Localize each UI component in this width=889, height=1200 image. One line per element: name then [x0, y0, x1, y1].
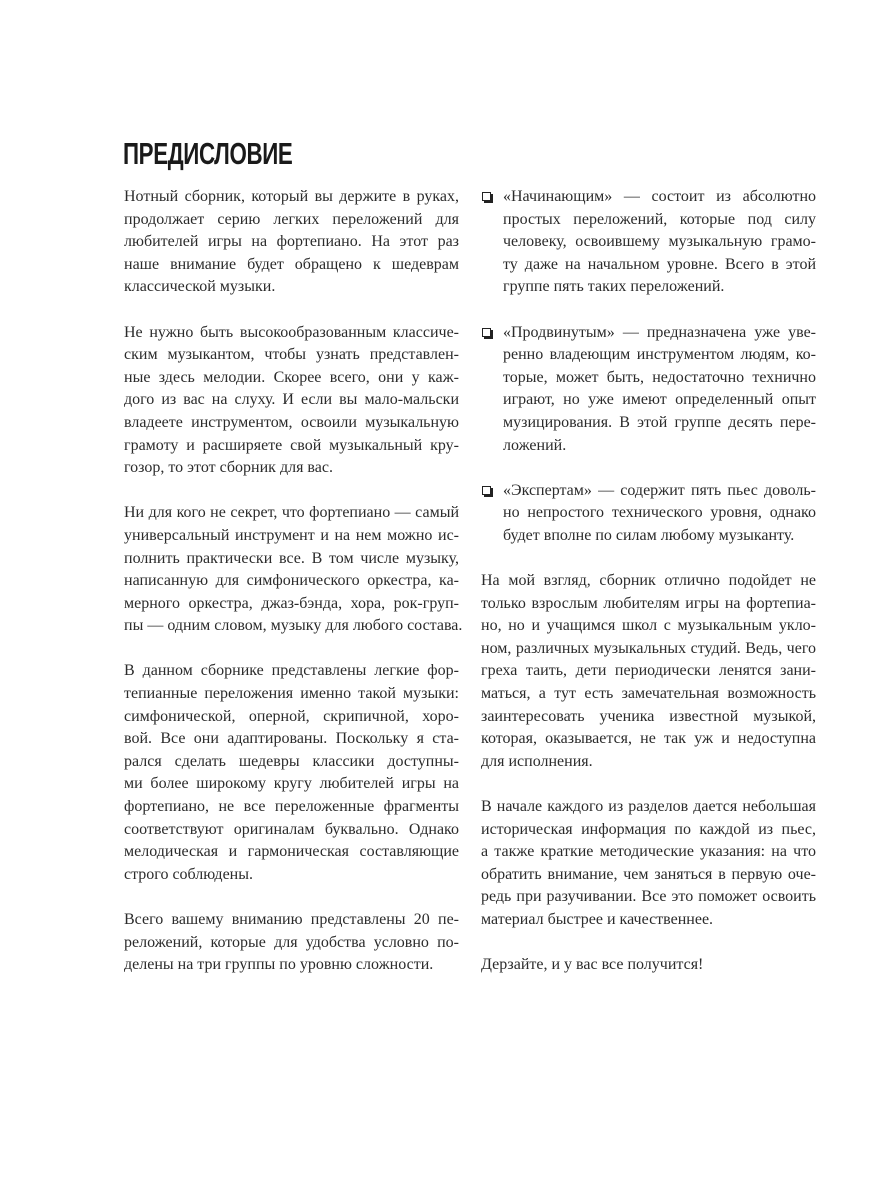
text-line: Нотный сборник, который вы держите в руках,	[124, 188, 459, 205]
text-line: заинтересовать ученика известной музыкой,	[481, 707, 816, 725]
text-line: делены на три группы по уровню сложности.	[124, 956, 434, 974]
text-line: Всего вашему вниманию представлены 20 пе-	[124, 911, 459, 928]
text-line: полнить практически все. В том числе музыку,	[124, 549, 459, 567]
text-line: музицирования. В этой группе десять пере-	[503, 413, 816, 431]
text-line: мерного оркестра, джаз-бэнда, хора, рок-груп-	[124, 594, 459, 612]
text-line: а также краткие методические указания: на что	[481, 843, 816, 861]
text-line: только взрослым любителям игры на фортепиа-	[481, 594, 816, 612]
text-line: обратить внимание, чем заняться в первую оче-	[481, 865, 816, 883]
text-line: грамоту и расширяете свой музыкальный кру-	[124, 436, 459, 454]
text-line: которая, оказывается, не так уж и недоступна	[481, 730, 816, 748]
checkbox-icon	[482, 486, 491, 495]
text-line: строго соблюдены.	[124, 865, 253, 883]
text-line: ном, различных музыкальных студий. Ведь, чего	[481, 639, 816, 657]
text-line: ренно владеющим инструментом людям, ко-	[503, 346, 816, 364]
text-line: В данном сборнике представлены легкие фор-	[124, 662, 459, 680]
text-line: ные здесь мелодии. Скорее всего, они у каж-	[124, 368, 459, 386]
text-line: мелодическая и гармоническая составляющие	[124, 843, 459, 861]
text-line: «Продвинутым» — предназначена уже уве-	[503, 323, 816, 341]
text-line: будет вполне по силам любому музыканту.	[503, 526, 795, 544]
bullet-item	[481, 322, 816, 458]
text-line: написанную для симфонического оркестра, ка-	[124, 572, 459, 590]
text-line: «Экспертам» — содержит пять пьес доволь-	[503, 481, 816, 499]
paragraph	[481, 796, 816, 932]
paragraph	[481, 954, 816, 977]
text-line: торые, может быть, недостаточно технично	[503, 368, 816, 386]
text-line: «Начинающим» — состоит из абсолютно	[503, 188, 816, 205]
checkbox-icon	[482, 328, 491, 337]
bullet-item	[481, 186, 816, 299]
text-line: материал быстрее и качественнее.	[481, 911, 714, 928]
text-line: дого из вас на слуху. И если вы мало-мальски	[124, 391, 459, 409]
text-line: но, но и учащимся школ с музыкальным укло-	[481, 617, 816, 635]
bullet-item	[481, 480, 816, 548]
text-line: владеете инструментом, освоили музыкальную	[124, 413, 459, 431]
paragraph	[124, 660, 459, 886]
text-line: для исполнения.	[481, 752, 593, 770]
text-line: вой. Все они адаптированы. Поскольку я ста-	[124, 730, 459, 748]
right-column	[481, 186, 816, 999]
text-line: классической музыки.	[124, 278, 276, 296]
text-line: человеку, освоившему музыкальную грамо-	[503, 233, 816, 251]
text-line: тепианные переложения именно такой музыки:	[124, 685, 459, 703]
page-title: ПРЕДИСЛОВИЕ	[123, 136, 293, 171]
paragraph	[124, 502, 463, 638]
text-line: гозор, то этот сборник для вас.	[124, 459, 333, 477]
paragraph	[124, 322, 459, 480]
text-line: любителей игры на фортепиано. На этот раз	[124, 233, 459, 251]
text-line: ложений.	[503, 436, 567, 454]
text-line: Не нужно быть высокообразованным классиче-	[124, 323, 459, 341]
left-column	[124, 186, 463, 999]
text-line: ским музыкантом, чтобы узнать представлен-	[124, 346, 459, 364]
text-line: простых переложений, которые под силу	[503, 210, 816, 228]
text-line: ми более широкому кругу любителей игры на	[124, 775, 459, 793]
text-line: но непростого технического уровня, однако	[503, 504, 816, 522]
text-line: соответствуют оригиналам буквально. Однако	[124, 820, 459, 838]
text-line: рался сделать шедевры классики доступны-	[124, 752, 459, 770]
text-line: пы — одним словом, музыку для любого состава.	[124, 617, 463, 635]
text-line: редь при разучивании. Все это поможет освоить	[481, 888, 816, 906]
text-line: На мой взгляд, сборник отлично подойдет не	[481, 572, 816, 590]
text-line: Ни для кого не секрет, что фортепиано — самый	[124, 504, 459, 522]
text-line: Дерзайте, и у вас все получится!	[481, 956, 704, 974]
text-line: фортепиано, не все переложенные фрагменты	[124, 798, 459, 816]
paragraph	[124, 909, 459, 977]
text-line: реложений, которые для удобства условно по-	[124, 933, 459, 951]
text-line: ту даже на начальном уровне. Всего в этой	[503, 255, 816, 273]
paragraph	[124, 186, 459, 299]
text-line: группе пять таких переложений.	[503, 278, 725, 296]
checkbox-icon	[482, 192, 491, 201]
text-line: универсальный инструмент и на нем можно ис-	[124, 526, 459, 544]
text-line: продолжает серию легких переложений для	[124, 210, 459, 228]
text-line: греха таить, дети периодически ленятся зани-	[481, 662, 816, 680]
text-line: историческая информация по каждой из пьес,	[481, 820, 816, 838]
text-line: В начале каждого из разделов дается небольшая	[481, 798, 816, 816]
text-line: маться, а тут есть замечательная возможность	[481, 685, 816, 703]
paragraph	[481, 570, 816, 773]
text-line: симфонической, оперной, скрипичной, хоро-	[124, 707, 459, 725]
text-line: играют, но уже имеют определенный опыт	[503, 391, 816, 409]
text-line: наше внимание будет обращено к шедеврам	[124, 255, 459, 273]
